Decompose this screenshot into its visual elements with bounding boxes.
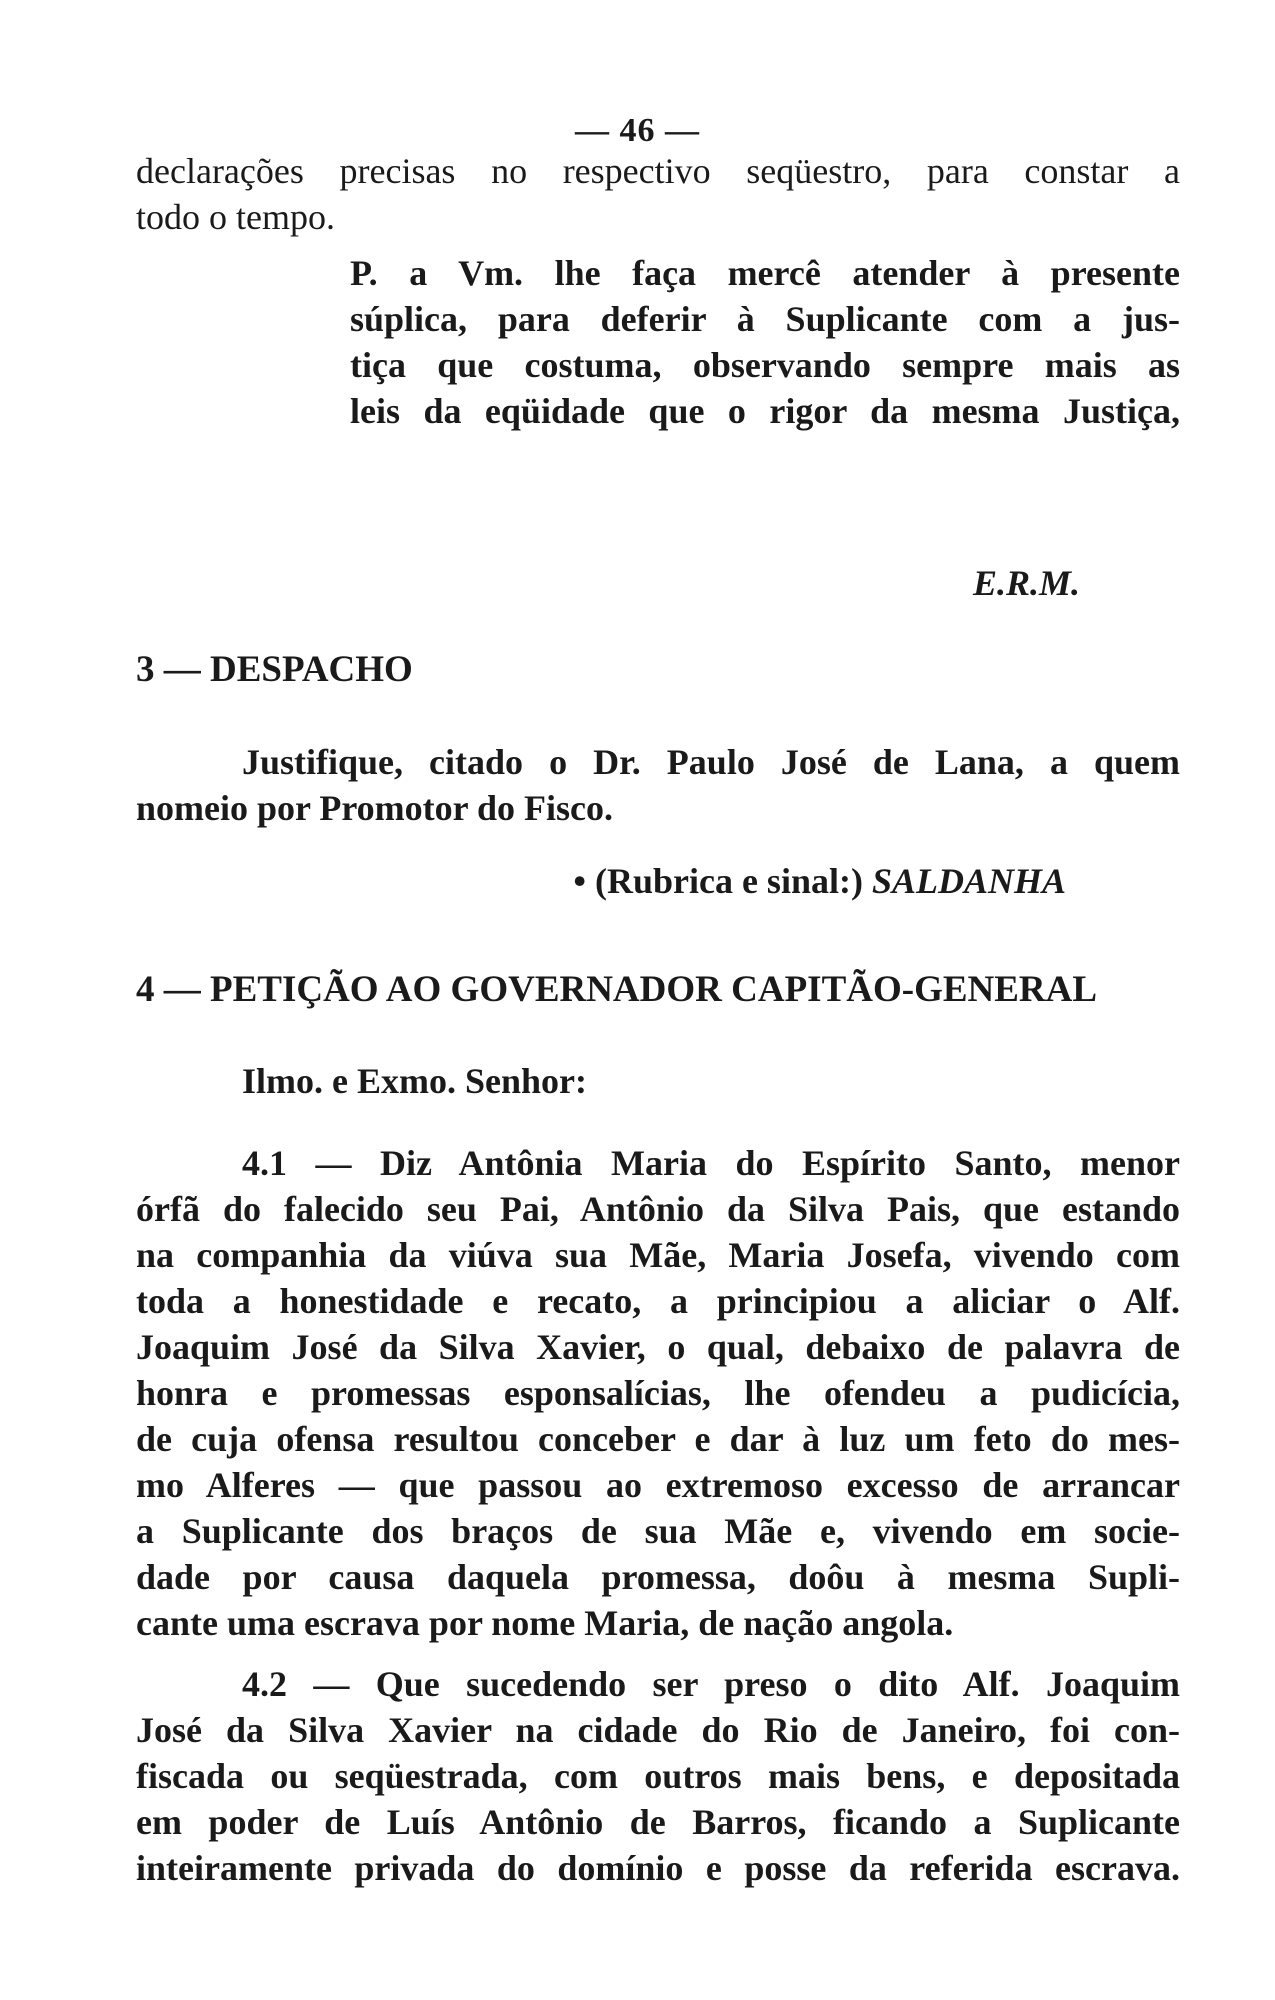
text-line: P. a Vm. lhe faça mercê atender à presente [350,253,1180,293]
text-line: toda a honestidade e recato, a principiou a aliciar o Alf. [136,1281,1180,1321]
text-line: em poder de Luís Antônio de Barros, ficando a Suplicante [136,1802,1180,1842]
text-line: súplica, para deferir à Suplicante com a jus- [350,299,1180,339]
section-3-text [136,739,1180,831]
text-line: tiça que costuma, observando sempre mais as [350,345,1180,385]
signature-line: • (Rubrica e sinal:) SALDANHA [573,861,1066,901]
text-line: órfã do falecido seu Pai, Antônio da Silva Pais, que estando [136,1189,1180,1229]
text-line: de cuja ofensa resultou conceber e dar à luz um feto do mes- [136,1419,1180,1459]
signature-prefix: (Rubrica e sinal:) [594,861,863,901]
text-line: inteiramente privada do domínio e posse da referida escrava. [136,1848,1180,1888]
closing-text: E.R.M. [972,563,1080,603]
text-line: fiscada ou seqüestrada, com outros mais bens, e depositada [136,1756,1180,1796]
paragraph-4-2 [136,1661,1180,1891]
text-line: nomeio por Promotor do Fisco. [136,788,613,828]
continuation-paragraph [136,148,1180,240]
signature-name: SALDANHA [871,861,1066,901]
text-line: declarações precisas no respectivo seqüestro, para constar a [136,151,1180,191]
text-line: todo o tempo. [136,197,335,237]
text-line: Joaquim José da Silva Xavier, o qual, debaixo de palavra de [136,1327,1180,1367]
section-heading: 4 — PETIÇÃO AO GOVERNADOR CAPITÃO-GENERAL [136,969,1098,1010]
text-line: 4.1 — Diz Antônia Maria do Espírito Santo, menor [242,1143,1180,1183]
text-line: dade por causa daquela promessa, doôu à mesma Supli- [136,1557,1180,1597]
text-line: mo Alferes — que passou ao extremoso excesso de arrancar [136,1465,1180,1505]
text-line: leis da eqüidade que o rigor da mesma Justiça, [350,391,1180,431]
page-number: — 46 — [575,112,700,149]
text-line: na companhia da viúva sua Mãe, Maria Josefa, vivendo com [136,1235,1180,1275]
salutation-text: Ilmo. e Exmo. Senhor: [242,1061,587,1101]
text-line: Justifique, citado o Dr. Paulo José de Lana, a quem [242,742,1180,782]
paragraph-4-1 [136,1140,1180,1646]
text-line: José da Silva Xavier na cidade do Rio de Janeiro, foi con- [136,1710,1180,1750]
text-line: 4.2 — Que sucedendo ser preso o dito Alf. Joaquim [242,1664,1180,1704]
section-3-heading [136,647,1180,693]
text-line: honra e promessas esponsalícias, lhe ofendeu a pudicícia, [136,1373,1180,1413]
request-paragraph [350,250,1180,434]
text-line: cante uma escrava por nome Maria, de nação angola. [136,1603,954,1643]
text-line: a Suplicante dos braços de sua Mãe e, vivendo em socie- [136,1511,1180,1551]
section-heading: 3 — DESPACHO [136,649,413,690]
signature-block [466,858,1066,904]
request-closing [850,560,1080,606]
section-4-heading [136,967,1180,1013]
salutation [242,1058,942,1104]
